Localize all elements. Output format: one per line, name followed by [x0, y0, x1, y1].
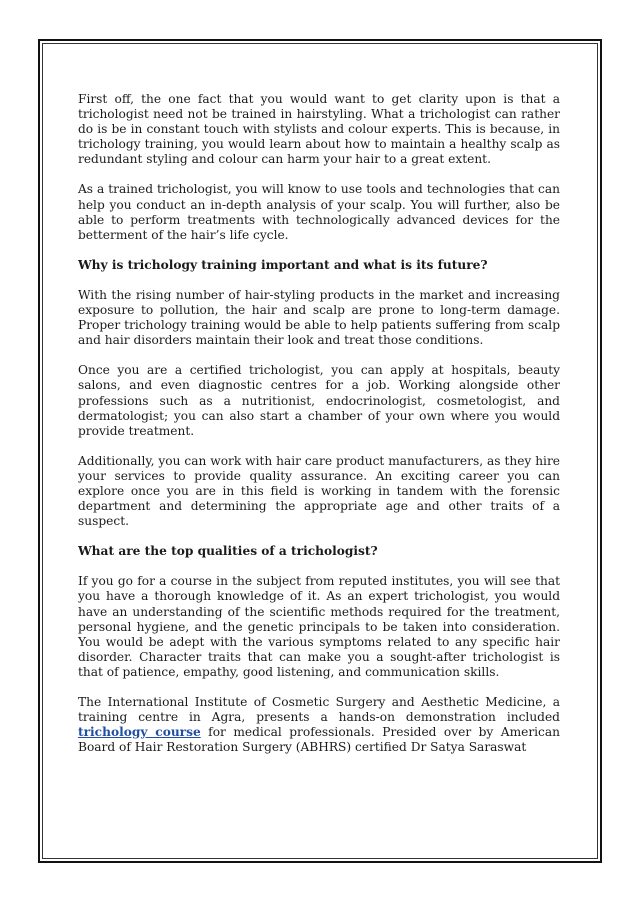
institute-text-before-link: The International Institute of Cosmetic Surgery and Aesthetic Medicine, a training centre in Agra, presents a hands-on demonstration included [78, 695, 560, 725]
paragraph-institute [78, 695, 560, 755]
trichology-course-link[interactable]: trichology course [78, 725, 201, 740]
paragraph-trained-trichologist: As a trained trichologist, you will know to use tools and technologies that can help you conduct an in-depth analysis of your scalp. You will further, also be able to perform treatments with technologically advanced devices for the betterment of the hair’s life cycle. [78, 182, 560, 242]
paragraph-additional-careers: Additionally, you can work with hair care product manufacturers, as they hire your services to provide quality assurance. An exciting career you can explore once you are in this field is working in tandem with the forensic department and determining the appropriate age and other traits of a suspect. [78, 453, 560, 529]
heading-top-qualities: What are the top qualities of a trichologist? [78, 544, 378, 559]
document-body [78, 92, 560, 770]
heading-importance-future: Why is trichology training important and what is its future? [78, 257, 488, 272]
paragraph-qualities: If you go for a course in the subject from reputed institutes, you will see that you have a thorough knowledge of it. As an expert trichologist, you would have an understanding of the scientific methods required for the treatment, personal hygiene, and the genetic principals to be taken into consideration. You would be adept with the various symptoms related to any specific hair disorder. Character traits that can make you a sought-after trichologist is that of patience, empathy, good listening, and communication skills. [78, 574, 560, 679]
paragraph-certified-jobs: Once you are a certified trichologist, you can apply at hospitals, beauty salons, and even diagnostic centres for a job. Working alongside other professions such as a nutritionist, endocrinologist, cosmetologist, and dermatologist; you can also start a chamber of your own where you would provide treatment. [78, 363, 560, 438]
paragraph-intro: First off, the one fact that you would want to get clarity upon is that a trichologist need not be trained in hairstyling. What a trichologist can rather do is be in constant touch with stylists and colour experts. This is because, in trichology training, you would learn about how to maintain a healthy scalp as redundant styling and colour can harm your hair to a great extent. [78, 92, 560, 167]
institute-text-after-link: for medical professionals. Presided over by American Board of Hair Restoration Surgery (ABHRS) certified Dr Satya Saraswat [78, 725, 560, 755]
paragraph-rising-products: With the rising number of hair-styling products in the market and increasing exposure to pollution, the hair and scalp are prone to long-term damage. Proper trichology training would be able to help patients suffering from scalp and hair disorders maintain their look and treat those conditions. [78, 287, 560, 348]
